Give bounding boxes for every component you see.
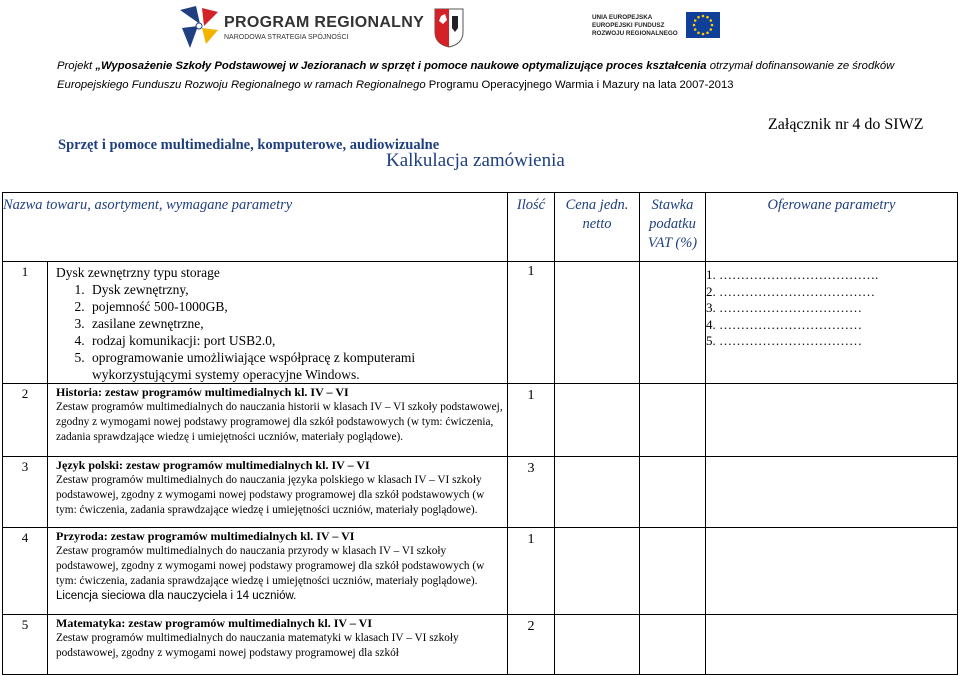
header-vat-rate: Stawka podatku VAT (%) xyxy=(640,193,706,262)
table-row xyxy=(3,457,958,528)
offered-line: 4. …………………………… xyxy=(706,316,862,332)
row-unit-price[interactable] xyxy=(555,528,640,615)
project-title: „Wyposażenie Szkoły Podstawowej w Jezioranach w sprzęt i pomoce naukowe optymalizujące proces kształcenia xyxy=(95,60,707,72)
row-quantity: 1 xyxy=(508,384,555,457)
row-number: 5 xyxy=(3,615,48,675)
row-title: Przyroda: zestaw programów multimedialnych kl. IV – VI xyxy=(56,529,355,543)
row-title: Język polski: zestaw programów multimedialnych kl. IV – VI xyxy=(56,458,370,472)
row-details: Zestaw programów multimedialnych do nauczania matematyki w klasach IV – VI szkoły podstawowej, zgodny z wymogami nowej podstawy programowej dla szkół xyxy=(56,632,459,659)
row-quantity: 1 xyxy=(508,528,555,615)
row-quantity: 3 xyxy=(508,457,555,528)
row-number: 1 xyxy=(3,262,48,384)
row-number: 4 xyxy=(3,528,48,615)
eu-flag-icon xyxy=(686,12,720,38)
row-description xyxy=(48,615,508,675)
row-license-note: Licencja sieciowa dla nauczyciela i 14 uczniów. xyxy=(56,590,297,602)
row-vat-rate[interactable] xyxy=(640,384,706,457)
project-funding: otrzymał dofinansowanie ze środków xyxy=(709,60,895,72)
row-description xyxy=(48,528,508,615)
table-row xyxy=(3,615,958,675)
row-details: Zestaw programów multimedialnych do nauczania przyrody w klasach IV – VI szkoły podstawowej, zgodny z wymogami nowej podstawy programowej dla szkół podstawowych (w tym: ćwiczenia, zadania sprawdzające wiedzę i umiejętności uczniów, materiały poglądowe). xyxy=(56,545,485,587)
row-details: Zestaw programów multimedialnych do nauczania języka polskiego w klasach IV – VI szkoły podstawowej, zgodny z wymogami nowej podstawy programowej dla szkół podstawowych (w tym: ćwiczenia, zadania sprawdzające wiedzę i umiejętności uczniów, materiały poglądowe). xyxy=(56,474,485,516)
offered-line: 2. ……………………………… xyxy=(706,283,875,299)
project-word: Projekt xyxy=(57,60,93,72)
list-item: 3. zasilane zewnętrzne, xyxy=(88,315,507,332)
row-vat-rate[interactable] xyxy=(640,262,706,384)
header-name: Nazwa towaru, asortyment, wymagane parametry xyxy=(3,193,508,262)
row-vat-rate[interactable] xyxy=(640,457,706,528)
row-unit-price[interactable] xyxy=(555,262,640,384)
list-item: 5. oprogramowanie umożliwiające współpracę z komputerami wykorzystującymi systemy operacyjne Windows. xyxy=(88,349,507,383)
row-offered-params[interactable] xyxy=(706,457,958,528)
row-vat-rate[interactable] xyxy=(640,528,706,615)
header-unit-price: Cena jedn. netto xyxy=(555,193,640,262)
row-unit-price[interactable] xyxy=(555,384,640,457)
row-offered-params[interactable] xyxy=(706,262,958,384)
table-row xyxy=(3,384,958,457)
offered-line: 3. …………………………… xyxy=(706,300,862,315)
offered-line: 1. ………………………………. xyxy=(706,267,879,282)
project-line-1 xyxy=(57,60,894,72)
row-offered-params[interactable] xyxy=(706,615,958,675)
program-regionalny-mark-icon xyxy=(178,4,220,50)
eu-line-2: EUROPEJSKI FUNDUSZ xyxy=(592,22,665,29)
row-title: Historia: zestaw programów multimedialnych kl. IV – VI xyxy=(56,385,349,399)
row-details: Zestaw programów multimedialnych do nauczania historii w klasach IV – VI szkoły podstawowej, zgodny z wymogami nowej podstawy programowej dla szkół podstawowych (w tym: ćwiczenia, zadania sprawdzające wiedzę i umiejętności uczniów, materiały poglądowe). xyxy=(56,401,503,443)
row-unit-price[interactable] xyxy=(555,457,640,528)
row-description xyxy=(48,457,508,528)
row-quantity: 2 xyxy=(508,615,555,675)
row-unit-price[interactable] xyxy=(555,615,640,675)
eu-line-1: UNIA EUROPEJSKA xyxy=(592,14,653,21)
program-regionalny-title: PROGRAM REGIONALNY xyxy=(224,14,425,31)
section-heading: Sprzęt i pomoce multimedialne, komputerowe, audiowizualne xyxy=(58,137,440,153)
eu-logo xyxy=(592,12,732,42)
eu-line-3: ROZWOJU REGIONALNEGO xyxy=(592,30,678,37)
list-item: 4. rodzaj komunikacji: port USB2.0, xyxy=(88,332,507,349)
order-table xyxy=(2,192,958,675)
row-vat-rate[interactable] xyxy=(640,615,706,675)
coat-of-arms-icon xyxy=(434,8,464,48)
header-quantity: Ilość xyxy=(508,193,555,262)
project-program-name: Programu Operacyjnego Warmia i Mazury na lata 2007-2013 xyxy=(428,79,734,91)
row-quantity: 1 xyxy=(508,262,555,384)
program-regionalny-logo xyxy=(178,4,425,56)
row-description xyxy=(48,384,508,457)
table-row xyxy=(3,528,958,615)
row-description xyxy=(48,262,508,384)
header-offered-params: Oferowane parametry xyxy=(706,193,958,262)
row-title: Dysk zewnętrzny typu storage xyxy=(56,265,220,280)
row-number: 2 xyxy=(3,384,48,457)
offered-line: 5. …………………………… xyxy=(706,333,862,348)
list-item: 2. pojemność 500-1000GB, xyxy=(88,298,507,315)
row-offered-params[interactable] xyxy=(706,384,958,457)
table-header-row xyxy=(3,193,958,262)
row-number: 3 xyxy=(3,457,48,528)
annex-label: Załącznik nr 4 do SIWZ xyxy=(768,116,924,133)
list-item: 1. Dysk zewnętrzny, xyxy=(88,281,507,298)
table-row xyxy=(3,262,958,384)
project-fund-name: Europejskiego Funduszu Rozwoju Regionalnego w ramach Regionalnego xyxy=(57,79,426,91)
row-title: Matematyka: zestaw programów multimedialnych kl. IV – VI xyxy=(56,616,372,630)
parameter-list xyxy=(56,281,507,383)
project-line-2 xyxy=(57,79,734,91)
program-regionalny-subtitle: NARODOWA STRATEGIA SPÓJNOŚCI xyxy=(224,34,349,41)
document-title: Kalkulacja zamówienia xyxy=(386,150,565,171)
row-offered-params[interactable] xyxy=(706,528,958,615)
